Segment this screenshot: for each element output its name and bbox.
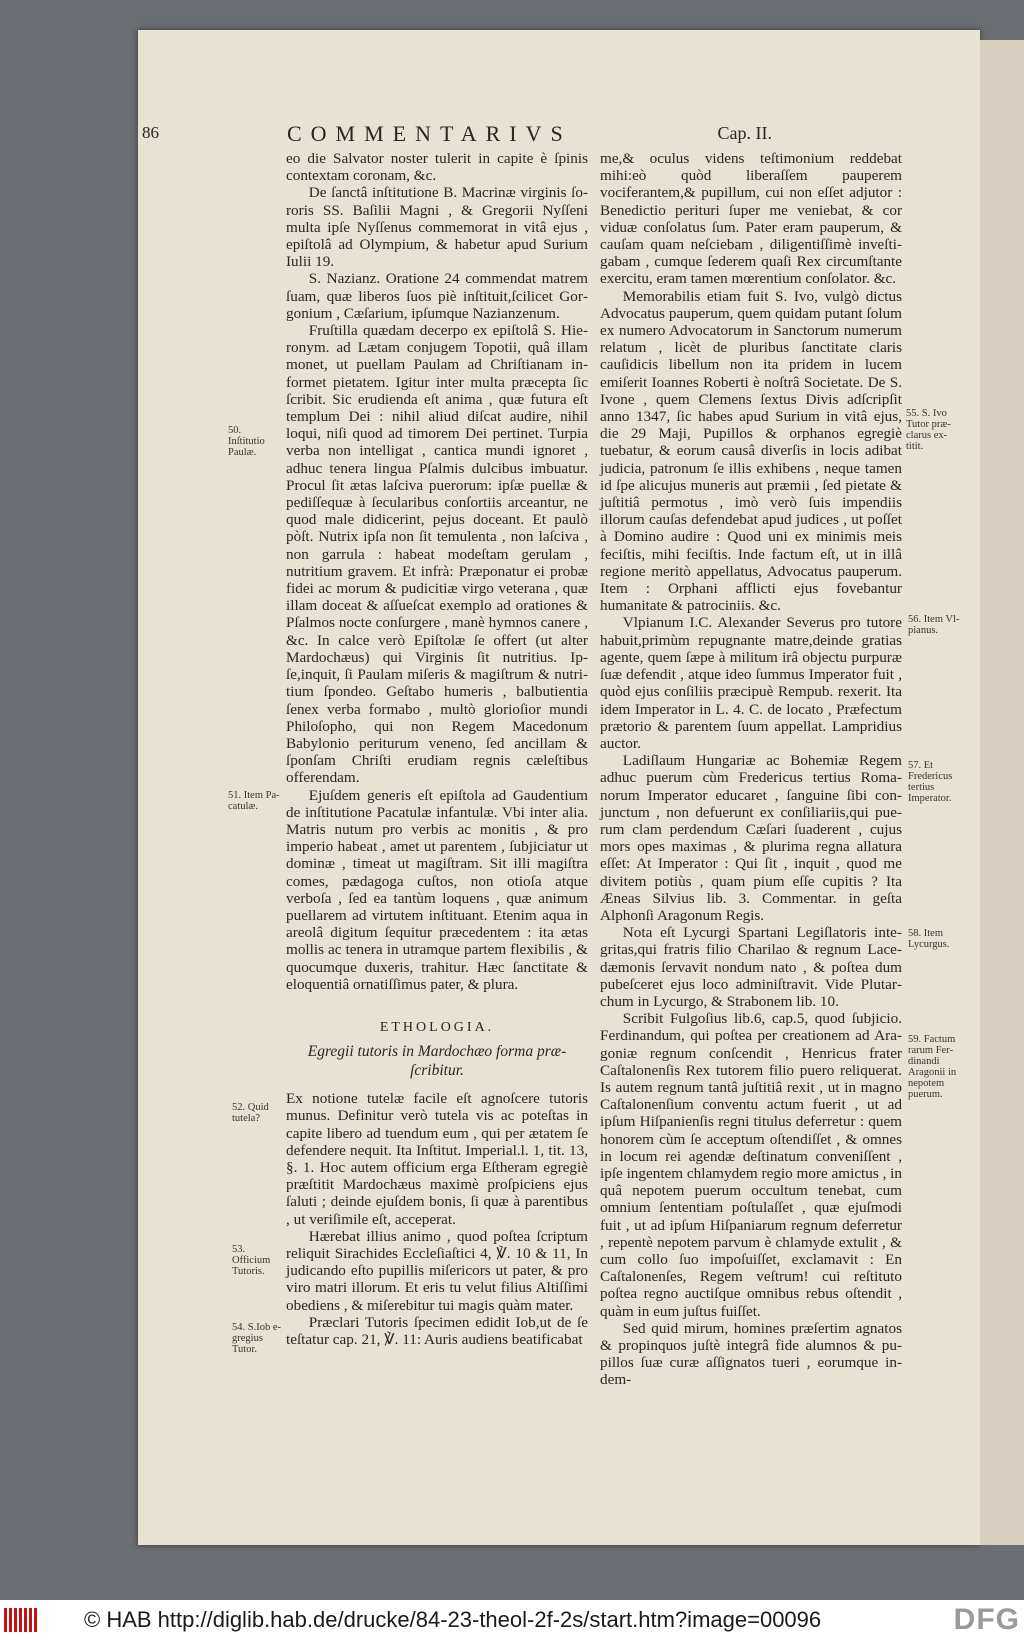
text-column-right [600, 150, 902, 1389]
paragraph: Nota eſt Lycurgi Spartani Legiſlatoris integritas,qui fratris filio Charilao & regnum Lacedæmonis ſervavit nondum nato , & poſtea dum pubeſceret ejus loco adminiſtravit. Vide Plutarchum in Lycurgo, & Strabonem lib. 10. [600, 924, 902, 1010]
paragraph: Ejuſdem generis eſt epiſtola ad Gaudentium de inſtitutione Pacatulæ infantulæ. Vbi inter alia. Matris nutum pro verbis ac monitis , & pro imperio habeat , amet ut parentem , ſubjiciatur ut dominæ , timeat ut magiſtram. Sit illi magiſtra comes, pædagoga cuſtos, non otioſa atque verboſa , ſed ea tantùm loquens , quæ animum puellarem ad virtutem inſtituant. Etenim aqua in areolâ digitum ſequitur præcedentem : ita ætas mollis ac tenera in utramque partem flexibilis , & quocumque duxeris, trahitur. Hæc ſanctitate & eloquentiâ ornatiſſimus pater, & plura. [286, 786, 588, 993]
margin-note: 54. S.Iob egregius Tutor. [232, 1322, 281, 1355]
margin-note: 55. S. Ivo Tutor præclarus extitit. [906, 408, 951, 452]
margin-note: 59. Factum rarum Ferdinandi Aragonii in nepotem puerum. [908, 1034, 957, 1100]
margin-note: 53. Officium Tutoris. [232, 1244, 271, 1277]
source-url[interactable]: © HAB http://diglib.hab.de/drucke/84-23-theol-2f-2s/start.htm?image=00096 [84, 1607, 822, 1632]
margin-note: 57. Et Fredericus tertius Imperator. [908, 760, 953, 804]
paragraph: Scribit Fulgoſius lib.6, cap.5, quod ſubjicio. Ferdinandum, qui poſtea per creationem ad Aragoniæ regnum conſcendit , Henricus frater Caſtalonenſis Rex tutorem filio puero reliquerat. Is autem regnum tantâ juſtitiâ rexit , ut in magno Caſtalonenſium conventu actum fuerit , ut ad ipſum Hiſpanienſis regni titulus deferretur : quem honorem cùm ſe acceptum oſtendiſſet , & omnes in locum rei agendæ deſtinatum conveniſſent , ipſe ingentem chlamydem regio more amictus , in quâ nepotem puerum occultum tenebat, cum omnium ſententiam poſtulaſſet , quæ ejuſmodi fuit , ut ad ipſum Hiſpaniarum regnum deferretur , repentè nepotem parvum è chlamyde extulit , & cum collo ſuo impoſuiſſet, exclamavit : En Caſtalonenſes, Regem veſtrum! cui reſtituto poſtea regno auctiſque omnibus rebus oſtendit , quàm in eum juſtus fuiſſet. [600, 1010, 902, 1320]
dfg-logo: DFG [953, 1603, 1020, 1636]
paragraph: De ſanctâ inſtitutione B. Macrinæ virginis ſororis SS. Baſilii Magni , & Gregorii Nyſſeni multa ipſe Nyſſenus commemorat in vitâ ejus , epiſtolâ ad Olympium, & habetur apud Surium Iulii 19. [286, 184, 588, 271]
margin-note: 51. Item Pacatulæ. [228, 790, 280, 812]
barcode-icon [4, 1608, 42, 1632]
paragraph: Ladiſlaum Hungariæ ac Bohemiæ Regem adhuc puerum cùm Fredericus tertius Romanorum Imperator educaret , ſanguine ſibi conjunctum , non defuerunt ex conſiliariis,qui puerum clam perdendum Cæſari ſuaderent , cujus mors opes maximas , & plurima regna allatura eſſet: At Imperator : Qui ſit , inquit , quod me divitem potiùs , quam pium eſſe cupitis ? Ita Æneas Silvius lib. 3. Commentar. in geſta Alphonſi Aragonum Regis. [600, 752, 902, 924]
paragraph: Præclari Tutoris ſpecimen edidit Iob,ut de ſe teſtatur cap. 21, ℣. 11: Auris audiens beatificabat [286, 1313, 588, 1348]
paragraph: Ex notione tutelæ facile eſt agnoſcere tutoris munus. Definitur verò tutela vis ac poteſtas in capite libero ad tuendum eum , qui per ætatem ſe defendere nequit. Ita Inſtitut. Imperial.l. 1, tit. 13, §. 1. Hoc autem officium erga Eſtheram egregiè præſtitit Mardochæus maximè proſpiciens ejus ſaluti ; deinde ejuſdem bonis, ſi quæ à parentibus , ut veriſimile eſt, acceperat. [286, 1090, 588, 1228]
paragraph: me,& oculus videns teſtimonium reddebat mihi:eò quòd liberaſſem pauperem vociferantem,& pupillum, cui non eſſet adjutor : Benedictio perituri ſuper me veniebat, & cor viduæ conſolatus ſum. Pater eram pauperum, & cauſam quam neſciebam , diligentiſſimè inveſtigabam , cumque ſederem quaſi Rex circumſtante exercitu, eram tamen mœrentium conſolator. &c. [600, 150, 902, 288]
margin-note: 58. Item Lycurgus. [908, 928, 950, 950]
page-number: 86 [142, 123, 159, 142]
margin-note: 50. Inſtitutio Paulæ. [228, 425, 265, 458]
paragraph: Sed quid mirum, homines præſertim agnatos & propinquos juſtè integrâ fide alumnos & pupillos ſuæ curæ aſſignatos tueri , eorumque indem- [600, 1319, 902, 1389]
paragraph: Hærebat illius animo , quod poſtea ſcriptum reliquit Sirachides Eccleſiaſtici 4, ℣. 10 & 11, In judicando eſto pupillis miſericors ut pater, & pro viro matri illorum. Et eris tu velut filius Altiſſimi obediens , & miſerebitur tui magis quàm mater. [286, 1227, 588, 1314]
chapter-label: Cap. II. [717, 123, 772, 143]
paragraph: Vlpianum I.C. Alexander Severus pro tutore habuit,primùm repugnante matre,deinde gratias agente, quem ſæpe à militum irâ objectu purpuræ ſuæ defendit , atque ideo ſummus Imperator fuit , quòd ejus conſiliis præcipuè Rempub. rexerit. Ita idem Imperator in L. 4. C. de locato , Præfectum prætorio & parentem ſuum appellat. Lampridius auctor. [600, 614, 902, 752]
viewer-footer [0, 1600, 1024, 1640]
section-subtitle: Egregii tutoris in Mardochæo forma præſcribitur. [307, 1043, 567, 1080]
running-title: COMMENTARIVS [287, 121, 572, 146]
paragraph: Fruſtilla quædam decerpo ex epiſtolâ S. Hieronym. ad Lætam conjugem Topotii, quâ illam monet, ut puellam Paulam ad Chriſtianam informet pietatem. Igitur inter multa præcepta ſic ſcribit. Sic erudienda eſt anima , quæ futura eſt templum Dei : nihil aliud diſcat audire, nihil loqui, niſi quod ad timorem Dei pertinet. Turpia verba non intelligat , cantica mundi ignoret , adhuc tenera lingua Pſalmis dulcibus imbuatur. Procul ſit ætas laſciva puerorum: ipſæ puellæ & pediſſequæ à ſecularibus conſortiis arceantur, ne quod male didicerint, pejus doceant. Et paulò pòſt. Nutrix ipſa non ſit temulenta , non laſciva , non garrula : habeat modeſtam gerulam , nutritium gravem. Et infrà: Præponatur ei probæ fidei ac morum & pudicitiæ virgo veterana , quæ illam doceat & aſſueſcat exemplo ad orationes & Pſalmos nocte conſurgere , manè hymnos canere , &c. In calce verò Epiſtolæ ſe offert (ut alter Mardochæus) qui Virginis ſit nutritius. Ipſe,inquit, ſi Paulam miſeris & magiſtrum & nutritium ſpondeo. Geſtabo humeris , balbutientia ſenex verba formabo , multò glorioſior mundi Philoſopho, qui non Regem Macedonum Babylonio periturum veneno, ſed ancillam & ſponſam Chriſti erudiam regnis cæleſtibus offerendam. [286, 322, 588, 787]
paragraph: S. Nazianz. Oratione 24 commendat matrem ſuam, quæ liberos ſuos piè inſtituit,ſcilicet Gorgonium , Cæſarium, ipſumque Nazianzenum. [286, 270, 588, 322]
text-column-left [286, 150, 588, 1348]
page-header [142, 121, 772, 147]
margin-note: 52. Quid tutela? [232, 1102, 269, 1124]
facing-page-edge [980, 40, 1024, 1545]
paragraph: Memorabilis etiam fuit S. Ivo, vulgò dictus Advocatus pauperum, quem quidam putant ſolum ex numero Advocatorum in Sanctorum numerum relatum , licèt de pluribus ſanctitate claris cauſidicis libellum non ita pridem in lucem emiſerit Ioannes Roberti è noſtrâ Societate. De S. Ivone , quem Clemens ſextus Divis adſcripſit anno 1347, ſic habes apud Surium in vitâ ejus, die 29 Maji, Pupillos & orphanos egregiè tuebatur, & eorum causâ diverſis in locis adibat judicia, patronum ſe illis exhibens , neque tamen id ſpe alicujus muneris aut præmii , ſed pietate & juſtitiâ permotus , imò verò ſuis impendiis illorum cauſas defendebat apud judices , ut poſſet à Domino audire : Quod uni ex minimis meis feciſtis, mihi feciſtis. Inde factum eſt, ut in illâ regione meritò appellatus, Advocatus pauperum. Item : Orphani afflicti ejus fovebantur humanitate & patrociniis. &c. [600, 287, 902, 615]
paragraph: eo die Salvator noster tulerit in capite è ſpinis contextam coronam, &c. [286, 150, 588, 185]
section-heading: ETHOLOGIA. [379, 1019, 495, 1035]
margin-note: 56. Item Vlpianus. [908, 614, 960, 636]
